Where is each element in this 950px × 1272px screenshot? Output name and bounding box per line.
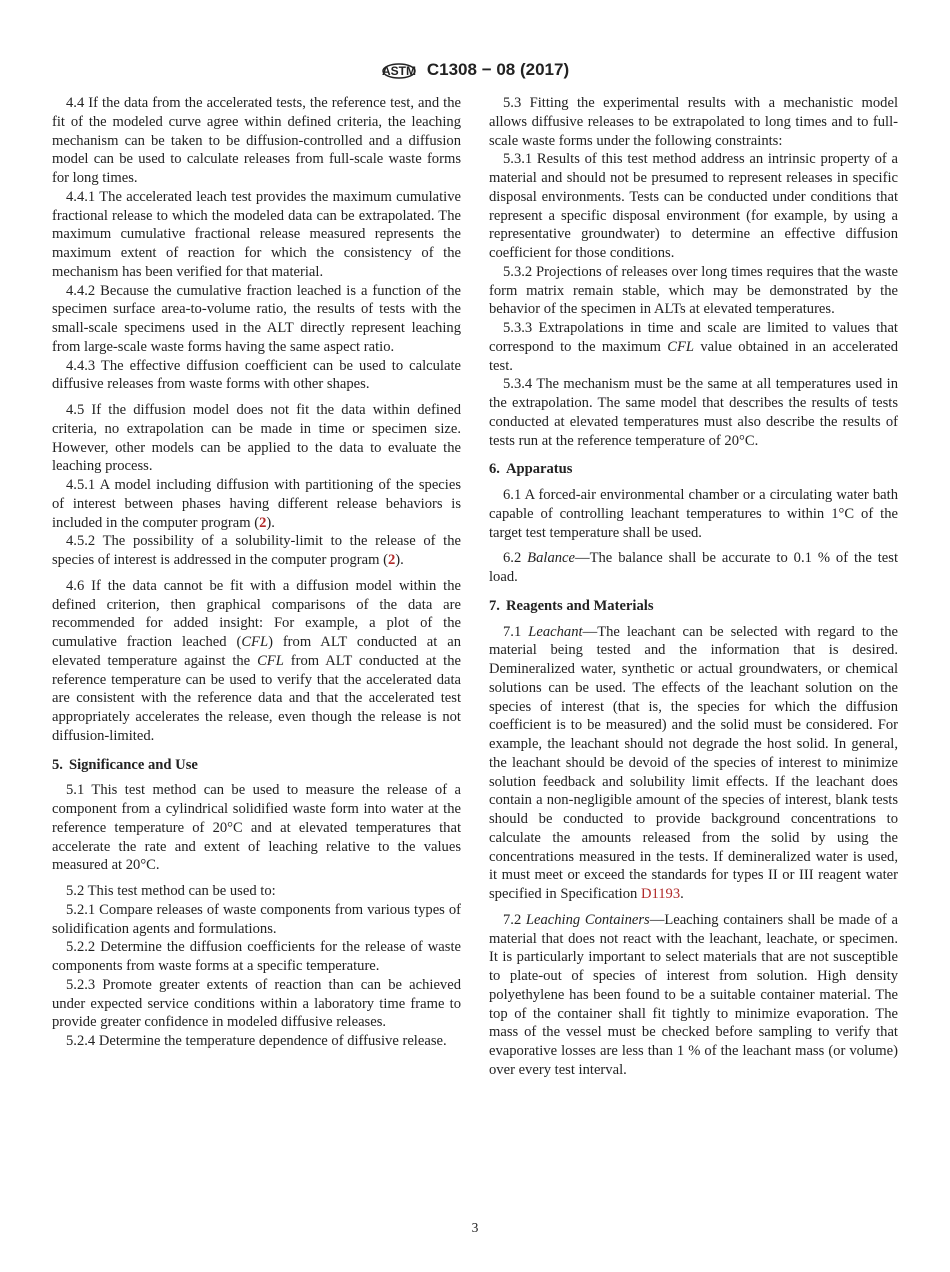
italic-term: CFL [241,634,269,650]
paragraph-text: 5.3.2 Projections of releases over long times requires that the waste form matrix remain stable, which may be demonstrated by the behavior of the specimen in ALTs at elevated temperatures. [489,263,898,318]
paragraph-text: 4.5.1 A model including diffusion with partitioning of the species of interest between phases having different release behaviors is included in the computer program ( [52,477,461,531]
italic-term: Balance [527,550,575,567]
paragraph [489,623,898,904]
paragraph-text: —The balance shall be accurate to 0.1 % of the test load. [489,550,899,585]
paragraph [52,357,461,395]
paragraph-text: —The leachant can be selected with regard to the material being tested and the information that is desired. Demineralized water, synthetic or actual groundwaters, or chemical solutions can be used. The effects of the leachant solution on the species of interest (that is, the species for which the diffusion coefficient is to be measured) and the solid must be considered. For example, the leachant should not degrade the host solid. In general, the leachant should be devoid of the species of interest to minimize solution feedback and solubility limit effects. If the leachant does contain a non-negligible amount of the species of interest, blank tests should be conducted to provide background concentrations to calculate the amounts released from the solid by using the concentrations measured in the tests. If demineralized water is used, it must meet or exceed the standards for types II or III reagent water specified in Specification [489,623,899,902]
paragraph-text: ) from ALT conducted at an elevated temperature against the [52,634,461,669]
paragraph-text: —Leaching containers shall be made of a material that does not react with the leachant, leachate, or specimen. It is particularly important to select materials that are not susceptible to plate-out of species of interest from solution. High density polyethylene has been found to be a suitable container material. The top of the container shall fit tightly to minimize evaporation. The mass of the vessel must be checked before sampling to verify that evaporative losses are less than 1 % of the leachant mass (or volume) over every test interval. [489,911,898,1078]
paragraph-text: 5.3.4 The mechanism must be the same at all temperatures used in the extrapolation. The same model that describes the results of tests conducted at elevated temperatures must also describe the results of tests run at the reference temperature of 20°C. [489,376,898,449]
paragraph-text: 5.2.4 Determine the temperature dependence of diffusive release. [66,1033,447,1049]
reference-link[interactable]: 2 [387,552,396,568]
document-designation: C1308 − 08 (2017) [426,60,570,79]
reference-link[interactable]: 2 [259,514,267,531]
paragraph-text: 4.6 If the data cannot be fit with a diffusion model within the defined criterion, then graphical comparisons of the data are recommended for added insight: For example, a plot of the cumulative fraction leached ( [52,577,461,650]
section-heading [489,460,898,479]
page-header [0,57,950,83]
paragraph [489,94,898,150]
paragraph-text: 7.1 [503,623,529,640]
paragraph [489,263,898,319]
left-column [52,94,461,1051]
paragraph-text: ). [395,552,404,568]
paragraph [52,781,461,875]
paragraph-text: 4.4.1 The accelerated leach test provides the maximum cumulative fractional release to which the modeled data can be extrapolated. The maximum cumulative fractional release measured represents the maximum extent of reaction for which the consistency of the mechanism has been verified for that material. [52,188,461,280]
paragraph [489,549,898,587]
paragraph [489,486,898,542]
svg-text:ASTM: ASTM [381,64,416,78]
paragraph-text: 5.2.1 Compare releases of waste components from various types of solidification agents and formulations. [52,901,461,937]
paragraph [52,882,461,901]
paragraph [52,901,461,939]
section-heading [489,597,898,616]
paragraph-text: value obtained in an accelerated test. [489,338,898,374]
paragraph-text: ). [266,514,275,531]
section-number: 5. [52,756,63,773]
page-number: 3 [471,1220,479,1235]
paragraph-text: . [680,886,684,902]
paragraph [52,938,461,976]
section-heading [52,756,461,775]
italic-term: CFL [667,338,695,355]
paragraph [52,976,461,1032]
paragraph [52,401,461,476]
reference-link[interactable]: D1193 [640,886,681,902]
astm-logo-icon [381,57,417,83]
paragraph-text: 4.5 If the diffusion model does not fit the data within defined criteria, no extrapolation can be made in time or specimen size. However, other models can be applied to the data to evaluate the leaching process. [52,402,461,475]
paragraph-text: 5.3.1 Results of this test method address an intrinsic property of a material and should not be presumed to represent releases in specific disposal environments. Tests can be conducted under conditions that represent a specific disposal environment (for example, by using a representative groundwater) to determine an effective diffusion coefficient for those conditions. [489,151,898,261]
paragraph-text: 5.3.3 Extrapolations in time and scale are limited to values that correspond to the maximum [489,320,898,355]
paragraph [52,282,461,357]
paragraph-text: 5.2 This test method can be used to: [66,883,276,899]
paragraph-text: 7.2 [503,911,526,928]
paragraph-text: 5.2.3 Promote greater extents of reaction than can be achieved under expected service conditions within a laboratory time frame to provide greater confidence in modeled diffusive releases. [52,976,461,1031]
paragraph-text: from ALT conducted at the reference temperature can be used to verify that the accelerated data are consistent with the reference data and that the accelerated test appropriately accelerates the release, even though the release is not diffusion-limited. [52,652,462,744]
paragraph [52,532,461,570]
paragraph-text: 4.4.3 The effective diffusion coefficient can be used to calculate diffusive releases from waste forms with other shapes. [52,357,461,393]
italic-term: Leaching Containers [525,911,650,928]
paragraph [489,375,898,450]
section-number: 6. [489,461,500,478]
paragraph-text: 6.2 [503,550,528,567]
paragraph-text: 5.2.2 Determine the diffusion coefficients for the release of waste components from waste forms at a specific temperature. [52,939,461,974]
right-column [489,94,898,1080]
paragraph [52,188,461,282]
paragraph-text: 5.1 This test method can be used to measure the release of a component from a cylindrical solidified waste form into water at the reference temperature of 20°C and at elevated temperatures that accelerate the rate and extent of leaching relative to the values measured at 20°C. [52,782,461,874]
paragraph [52,577,461,746]
section-title: Apparatus [505,461,573,478]
italic-term: CFL [257,652,284,669]
paragraph [489,319,898,375]
paragraph [52,94,461,188]
paragraph-text: 6.1 A forced-air environmental chamber or a circulating water bath capable of controlling leachant temperatures to within 1°C of the target test temperature shall be used. [489,487,898,541]
paragraph [52,1032,461,1051]
paragraph-text: 4.4.2 Because the cumulative fraction leached is a function of the specimen surface area-to-volume ratio, the results of tests with the small-scale specimens used in the ALT directly represent leaching from large-scale waste forms having the same aspect ratio. [52,282,461,355]
paragraph-text: 5.3 Fitting the experimental results with a mechanistic model allows diffusive releases to be extrapolated to long times and to full-scale waste forms under the following constraints: [489,95,898,149]
italic-term: Leachant [528,623,583,640]
paragraph-text: 4.4 If the data from the accelerated tests, the reference test, and the fit of the modeled curve agree within defined criteria, the leaching mechanism can be taken to be diffusion-controlled and a diffusion model can be used to calculate releases from full-scale waste forms for long times. [52,95,461,186]
paragraph [52,476,461,532]
section-number: 7. [489,597,500,614]
section-title: Reagents and Materials [505,597,654,614]
paragraph-text: 4.5.2 The possibility of a solubility-limit to the release of the species of interest is addressed in the computer program ( [52,533,461,568]
paragraph [489,911,898,1080]
section-title: Significance and Use [68,756,198,773]
paragraph [489,150,898,263]
